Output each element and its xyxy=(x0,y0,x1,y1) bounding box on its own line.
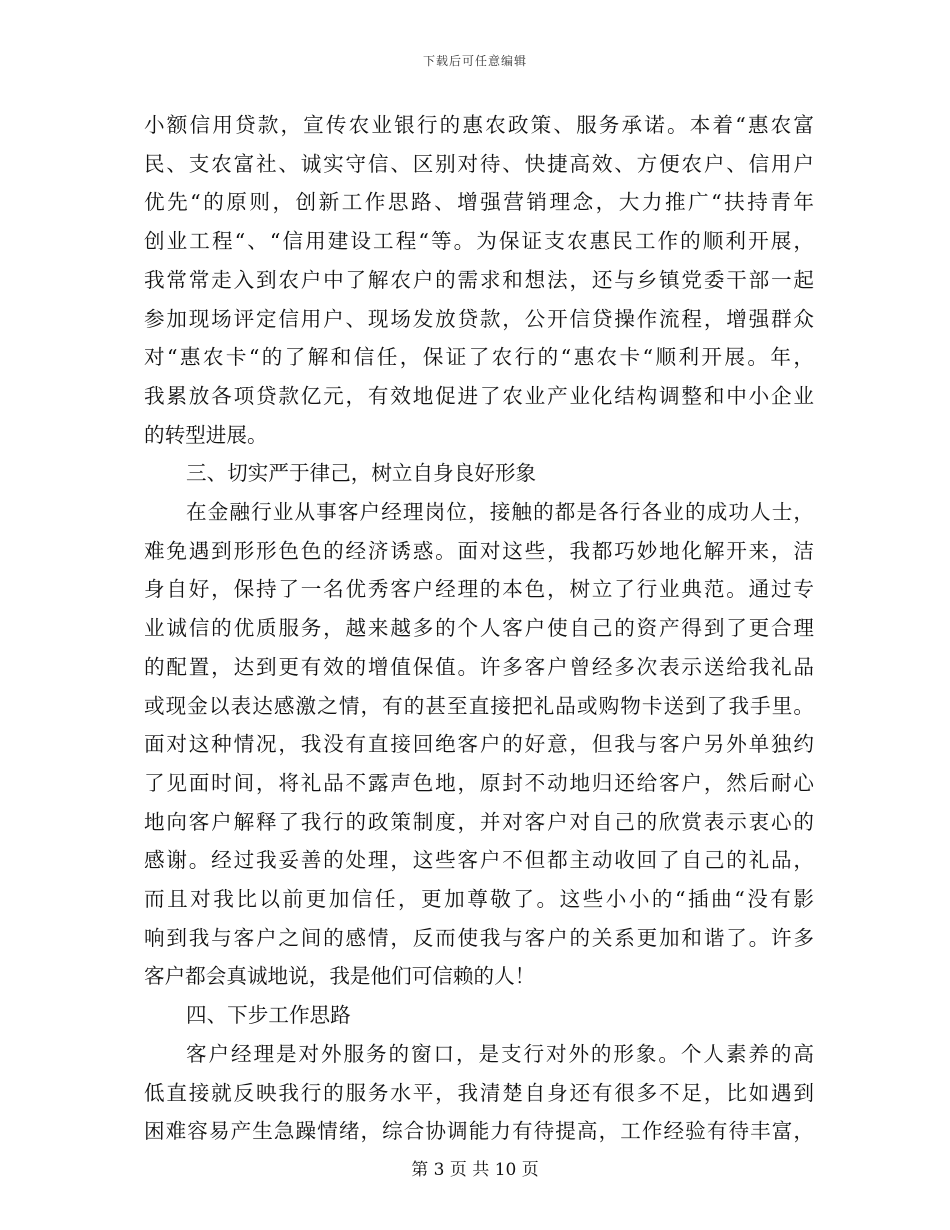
text-line: 面对这种情况，我没有直接回绝客户的好意，但我与客户另外单独约 xyxy=(144,732,814,757)
text-line: 我累放各项贷款亿元，有效地促进了农业产业化结构调整和中小企业 xyxy=(144,383,814,408)
section-heading: 四、下步工作思路 xyxy=(186,1003,351,1028)
text-line: 的转型进展。 xyxy=(144,422,268,447)
text-line: 身自好，保持了一名优秀客户经理的本色，树立了行业典范。通过专 xyxy=(144,577,814,602)
text-line: 响到我与客户之间的感情，反而使我与客户的关系更加和谐了。许多 xyxy=(144,925,814,950)
text-line: 难免遇到形形色色的经济诱惑。面对这些，我都巧妙地化解开来，洁 xyxy=(144,538,814,563)
text-line: 或现金以表达感激之情，有的甚至直接把礼品或购物卡送到了我手里。 xyxy=(144,693,814,718)
text-line: 业诚信的优质服务，越来越多的个人客户使自己的资产得到了更合理 xyxy=(144,616,814,641)
text-line: 低直接就反映我行的服务水平，我清楚自身还有很多不足，比如遇到 xyxy=(144,1080,814,1105)
text-line: 地向客户解释了我行的政策制度，并对客户对自己的欣赏表示衷心的 xyxy=(144,809,814,834)
page-number: 第 3 页 共 10 页 xyxy=(411,1160,539,1180)
text-line: 民、支农富社、诚实守信、区别对待、快捷高效、方便农户、信用户 xyxy=(144,151,814,176)
text-line: 对“惠农卡“的了解和信任，保证了农行的“惠农卡“顺利开展。年， xyxy=(144,345,814,370)
text-line: 客户都会真诚地说，我是他们可信赖的人！ xyxy=(144,964,536,989)
text-line: 客户经理是对外服务的窗口，是支行对外的形象。个人素养的高 xyxy=(186,1041,814,1066)
text-line: 了见面时间，将礼品不露声色地，原封不动地归还给客户，然后耐心 xyxy=(144,770,814,795)
text-line: 感谢。经过我妥善的处理，这些客户不但都主动收回了自己的礼品， xyxy=(144,848,814,873)
text-line: 在金融行业从事客户经理岗位，接触的都是各行各业的成功人士， xyxy=(186,500,814,525)
page-header: 下载后可任意编辑 xyxy=(422,54,527,68)
text-line: 创业工程“、“信用建设工程“等。为保证支农惠民工作的顺利开展， xyxy=(144,229,814,254)
text-line: 参加现场评定信用户、现场发放贷款，公开信贷操作流程，增强群众 xyxy=(144,306,814,331)
text-line: 的配置，达到更有效的增值保值。许多客户曾经多次表示送给我礼品 xyxy=(144,654,814,679)
text-line: 我常常走入到农户中了解农户的需求和想法，还与乡镇党委干部一起 xyxy=(144,267,814,292)
text-line: 小额信用贷款，宣传农业银行的惠农政策、服务承诺。本着“惠农富 xyxy=(144,113,814,137)
text-line: 而且对我比以前更加信任，更加尊敬了。这些小小的“插曲“没有影 xyxy=(144,887,814,912)
document-body xyxy=(144,106,814,1151)
section-heading: 三、切实严于律己，树立自身良好形象 xyxy=(186,461,537,486)
text-line: 困难容易产生急躁情绪，综合协调能力有待提高，工作经验有待丰富， xyxy=(144,1119,814,1144)
text-line: 优先“的原则，创新工作思路、增强营销理念，大力推广“扶持青年 xyxy=(144,190,814,215)
